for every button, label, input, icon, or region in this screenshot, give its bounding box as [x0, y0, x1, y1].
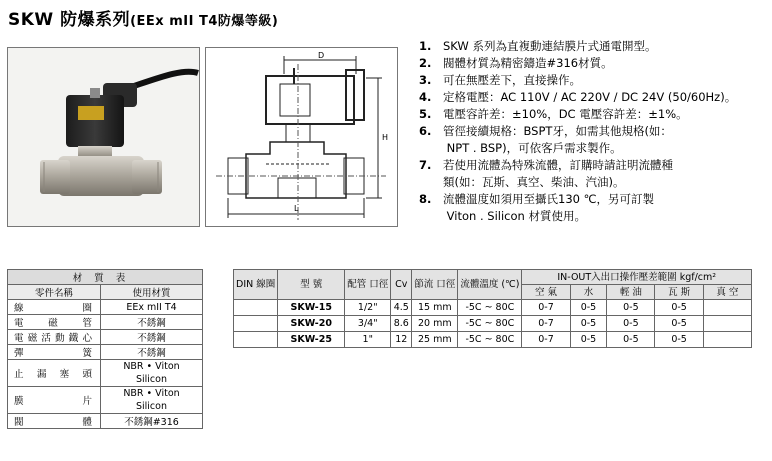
- table-row: SKW-25 1" 12 25 mm -5C ~ 80C 0-7 0-5 0-5 0-5: [234, 332, 752, 348]
- col-temp: 流體溫度 (℃): [458, 270, 522, 300]
- feature-item: 5. 電壓容許差：±10%，DC 電壓容許差：±1%。: [419, 107, 688, 121]
- col-fluid-oil: 輕 油: [607, 285, 655, 300]
- feature-item: 3. 可在無壓差下，直接操作。: [419, 73, 581, 87]
- valve-drawing: [206, 48, 397, 226]
- col-fluid-vacuum: 真 空: [703, 285, 751, 300]
- col-fluid-water: 水: [570, 285, 607, 300]
- table-row: 電磁活動鐵心 不銹鋼: [8, 330, 203, 345]
- table-row: 閥體 不銹鋼#316: [8, 414, 203, 429]
- page-title: [8, 5, 278, 30]
- table-row: 電磁管 不銹鋼: [8, 315, 203, 330]
- col-model: 型 號: [278, 270, 345, 300]
- col-cv: Cv: [391, 270, 412, 300]
- feature-item: 6. 管徑接續規格：BSPT牙，如需其他規格(如： NPT . BSP)，可依客戶需求製作。: [419, 124, 672, 155]
- col-orifice: 節流 口徑: [412, 270, 458, 300]
- title-spec: (EEx mII T4防爆等級): [130, 14, 279, 29]
- table-row: 彈簧 不銹鋼: [8, 345, 203, 360]
- col-pressure: IN-OUT入出口操作壓差範圍 kgf/cm²: [522, 270, 752, 285]
- feature-item: 1. SKW 系列為直複動連結膜片式通電開型。: [419, 39, 657, 53]
- feature-item: 2. 閥體材質為精密鑄造#316材質。: [419, 56, 613, 70]
- col-material: 使用材質: [101, 285, 203, 300]
- col-fluid-gas: 瓦 斯: [655, 285, 703, 300]
- dim-l-label: L: [294, 204, 299, 213]
- dimension-diagram: [205, 47, 398, 227]
- feature-list: [419, 38, 769, 225]
- feature-item: 7. 若使用流體為特殊流體，訂購時請註明流體種 類(如：瓦斯、真空、柴油、汽油)。: [419, 158, 673, 189]
- materials-header: 材質表: [8, 270, 203, 285]
- table-row: SKW-20 3/4" 8.6 20 mm -5C ~ 80C 0-7 0-5 0-5 0-5: [234, 316, 752, 332]
- product-photo: [7, 47, 200, 227]
- title-model: SKW: [8, 10, 54, 30]
- feature-item: 4. 定格電壓：AC 110V / AC 220V / DC 24V (50/60Hz)。: [419, 90, 737, 104]
- col-din: DIN 線圈: [234, 270, 278, 300]
- table-row: 線圈 EEx mII T4: [8, 300, 203, 315]
- col-part: 零件名稱: [8, 285, 101, 300]
- solenoid-valve-image: [8, 48, 199, 226]
- dim-d-label: D: [318, 51, 325, 60]
- title-name: 防爆系列: [60, 10, 131, 30]
- spec-table: [233, 269, 752, 348]
- col-port: 配管 口徑: [345, 270, 391, 300]
- col-fluid-air: 空 氣: [522, 285, 570, 300]
- table-row: 膜片 NBR • Viton Silicon: [8, 387, 203, 414]
- table-row: SKW-15 1/2" 4.5 15 mm -5C ~ 80C 0-7 0-5 0-5 0-5: [234, 300, 752, 316]
- feature-item: 8. 流體溫度如須用至攝氏130 ℃，另可訂製 Viton . Silicon 材質使用。: [419, 192, 655, 223]
- table-row: 止漏塞頭 NBR • Viton Silicon: [8, 360, 203, 387]
- dim-h-label: H: [382, 133, 389, 142]
- materials-table: [7, 269, 203, 429]
